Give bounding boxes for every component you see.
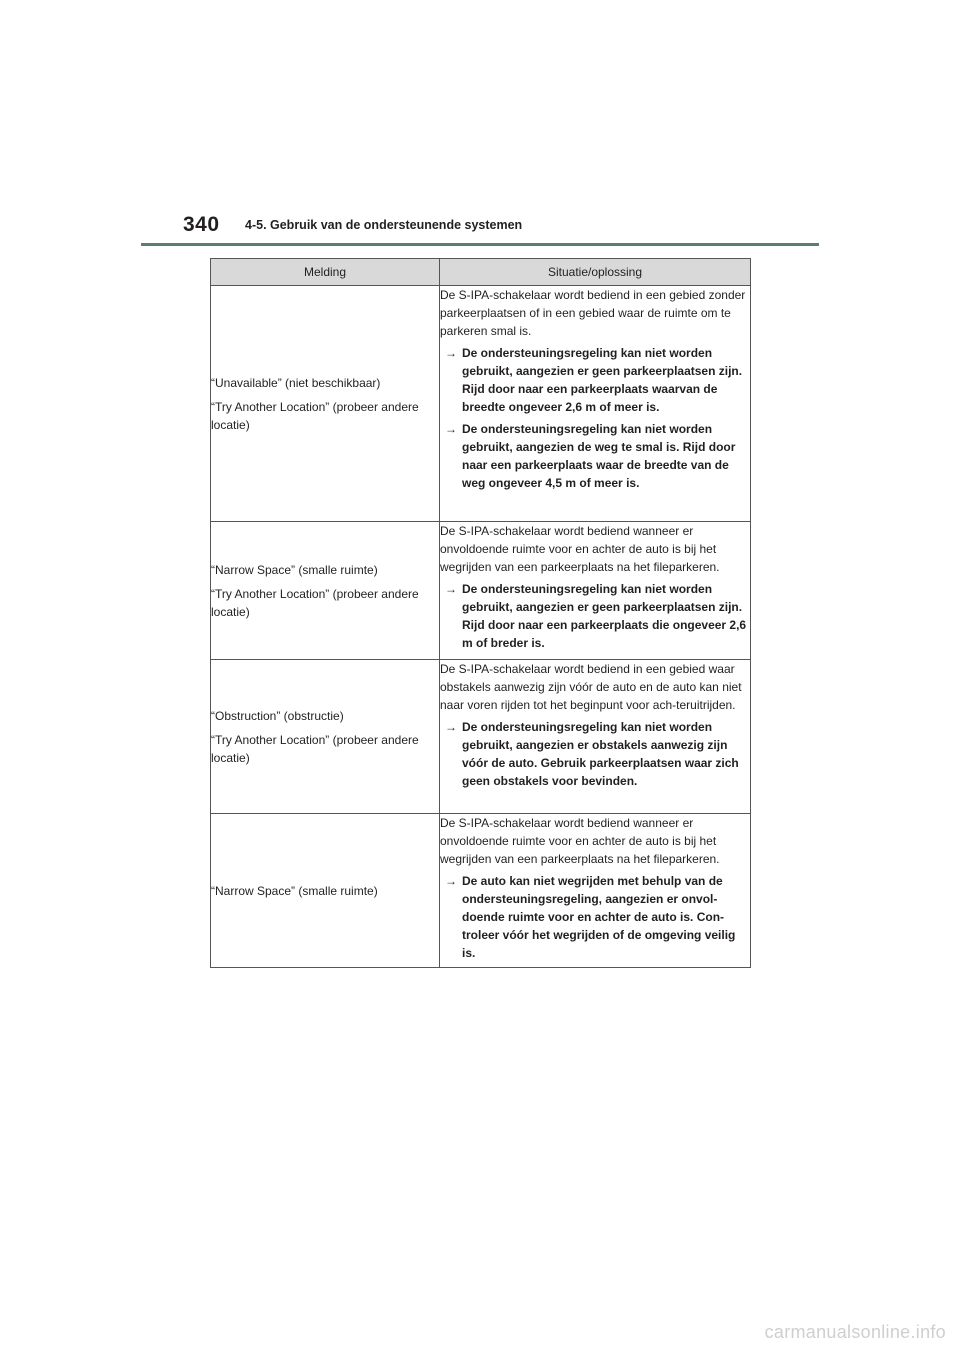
arrow-right-icon: → — [445, 582, 457, 596]
solution-item — [440, 344, 750, 416]
solution-item — [440, 718, 750, 790]
message-text: “Unavailable” (niet beschikbaar) — [211, 375, 381, 390]
message-text: “Try Another Location” (probeer andere locatie) — [211, 399, 419, 432]
solution-text: De ondersteuningsregeling kan niet worden gebruikt, aangezien er geen parkeerplaatsen zijn. Rijd door naar een parkeerplaats die ongeveer 2,6 m of breder is. — [462, 582, 747, 650]
solution-text: De ondersteuningsregeling kan niet worden gebruikt, aangezien er obstakels aanwezig zijn vóór de auto. Gebruik parkeerplaatsen waar zich geen obstakels voor bevinden. — [462, 720, 739, 788]
situation-text: De S-IPA-schakelaar wordt bediend in een gebied waar obstakels aanwezig zijn vóór de auto en de auto kan niet naar voren rijden tot het beginpunt voor ach-teruitrijden. — [440, 662, 742, 712]
page-number: 340 — [183, 213, 220, 236]
solution-item — [440, 580, 750, 652]
message-table — [210, 258, 751, 968]
arrow-right-icon: → — [445, 720, 457, 734]
message-text: “Narrow Space” (smalle ruimte) — [211, 562, 378, 577]
footer-watermark: carmanualsonline.info — [764, 1322, 946, 1342]
arrow-right-icon: → — [445, 874, 457, 888]
arrow-right-icon: → — [445, 346, 457, 360]
table-row — [211, 286, 751, 522]
situation-cell — [440, 814, 751, 968]
column-header-melding: Melding — [211, 259, 440, 286]
situation-text: De S-IPA-schakelaar wordt bediend in een gebied zonder parkeerplaatsen of in een gebied waar de ruimte om te parkeren smal is. — [440, 288, 746, 338]
message-cell — [211, 814, 440, 968]
message-text: “Obstruction” (obstructie) — [211, 708, 344, 723]
solution-text: De auto kan niet wegrijden met behulp van de ondersteuningsregeling, aangezien er onvol-doende ruimte voor en achter de auto is. Con-troleer vóór het wegrijden of de omgeving veilig is. — [462, 874, 736, 960]
message-text: “Narrow Space” (smalle ruimte) — [211, 883, 378, 898]
message-cell — [211, 522, 440, 660]
situation-cell — [440, 286, 751, 522]
solution-text: De ondersteuningsregeling kan niet worden gebruikt, aangezien de weg te smal is. Rijd door naar een parkeerplaats waar de breedte van de weg ongeveer 4,5 m of meer is. — [462, 422, 736, 490]
header-rule — [141, 243, 819, 246]
table-row — [211, 660, 751, 814]
solution-text: De ondersteuningsregeling kan niet worden gebruikt, aangezien er geen parkeerplaatsen zijn. Rijd door naar een parkeerplaats waarvan de breedte ongeveer 2,6 m of meer is. — [462, 346, 743, 414]
situation-text: De S-IPA-schakelaar wordt bediend wanneer er onvoldoende ruimte voor en achter de auto is bij het wegrijden van een parkeerplaats na het fileparkeren. — [440, 524, 720, 574]
situation-cell — [440, 522, 751, 660]
message-text: “Try Another Location” (probeer andere locatie) — [211, 732, 419, 765]
solution-item — [440, 420, 750, 492]
message-text: “Try Another Location” (probeer andere locatie) — [211, 586, 419, 619]
table-row — [211, 522, 751, 660]
arrow-right-icon: → — [445, 422, 457, 436]
table-header-row — [211, 259, 751, 286]
section-title: 4-5. Gebruik van de ondersteunende systemen — [245, 218, 523, 232]
column-header-situatie: Situatie/oplossing — [440, 259, 751, 286]
situation-text: De S-IPA-schakelaar wordt bediend wanneer er onvoldoende ruimte voor en achter de auto is bij het wegrijden van een parkeerplaats na het fileparkeren. — [440, 816, 720, 866]
table-row — [211, 814, 751, 968]
situation-cell — [440, 660, 751, 814]
message-cell — [211, 286, 440, 522]
solution-item — [440, 872, 750, 962]
message-cell — [211, 660, 440, 814]
